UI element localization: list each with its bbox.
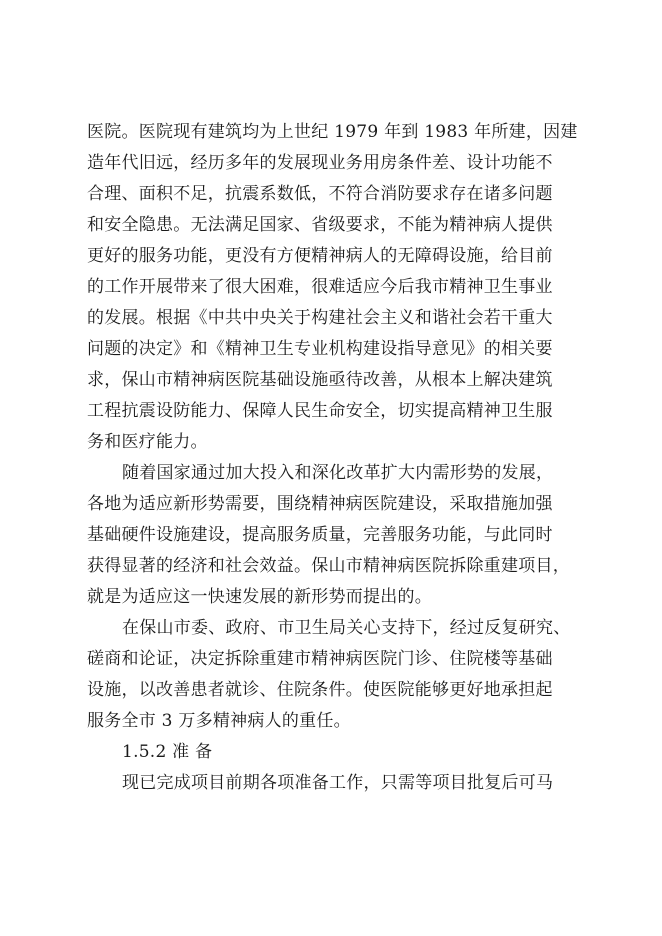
paragraph-line: 各地为适应新形势需要，围绕精神病医院建设，采取措施加强 (87, 494, 553, 514)
paragraph-line: 就是为适应这一快速发展的新形势而提出的。 (87, 587, 432, 607)
paragraph-line: 在保山市委、政府、市卫生局关心支持下，经过反复研究、 (122, 618, 571, 638)
paragraph-line: 磋商和论证，决定拆除重建市精神病医院门诊、住院楼等基础 (87, 649, 553, 669)
paragraph-line: 问题的决定》和《精神卫生专业机构建设指导意见》的相关要 (87, 339, 553, 359)
paragraph-line: 合理、面积不足，抗震系数低，不符合消防要求存在诸多问题 (87, 184, 553, 204)
paragraph-line: 医院。医院现有建筑均为上世纪 1979 年到 1983 年所建，因建 (87, 122, 578, 142)
paragraph-line: 造年代旧远，经历多年的发展现业务用房条件差、设计功能不 (87, 153, 553, 173)
paragraph-line: 务和医疗能力。 (87, 432, 208, 452)
paragraph-line: 的工作开展带来了很大困难，很难适应今后我市精神卫生事业 (87, 277, 553, 297)
paragraph-line: 服务全市 3 万多精神病人的重任。 (87, 711, 351, 731)
paragraph-line: 和安全隐患。无法满足国家、省级要求，不能为精神病人提供 (87, 215, 553, 235)
paragraph-line: 随着国家通过加大投入和深化改革扩大内需形势的发展， (122, 463, 554, 483)
paragraph-line: 求，保山市精神病医院基础设施亟待改善，从根本上解决建筑 (87, 370, 553, 390)
paragraph-line: 设施，以改善患者就诊、住院条件。使医院能够更好地承担起 (87, 680, 553, 700)
paragraph-line: 基础硬件设施建设，提高服务质量，完善服务功能，与此同时 (87, 525, 553, 545)
paragraph-line: 工程抗震设防能力、保障人民生命安全，切实提高精神卫生服 (87, 401, 553, 421)
body-text (87, 117, 577, 799)
paragraph-line: 的发展。根据《中共中央关于构建社会主义和谐社会若干重大 (87, 308, 553, 328)
paragraph-line: 获得显著的经济和社会效益。保山市精神病医院拆除重建项目， (87, 556, 570, 576)
paragraph-line: 现已完成项目前期各项准备工作，只需等项目批复后可马 (122, 773, 554, 793)
section-heading: 1.5.2 准 备 (122, 742, 213, 762)
paragraph-line: 更好的服务功能，更没有方便精神病人的无障碍设施，给目前 (87, 246, 553, 266)
